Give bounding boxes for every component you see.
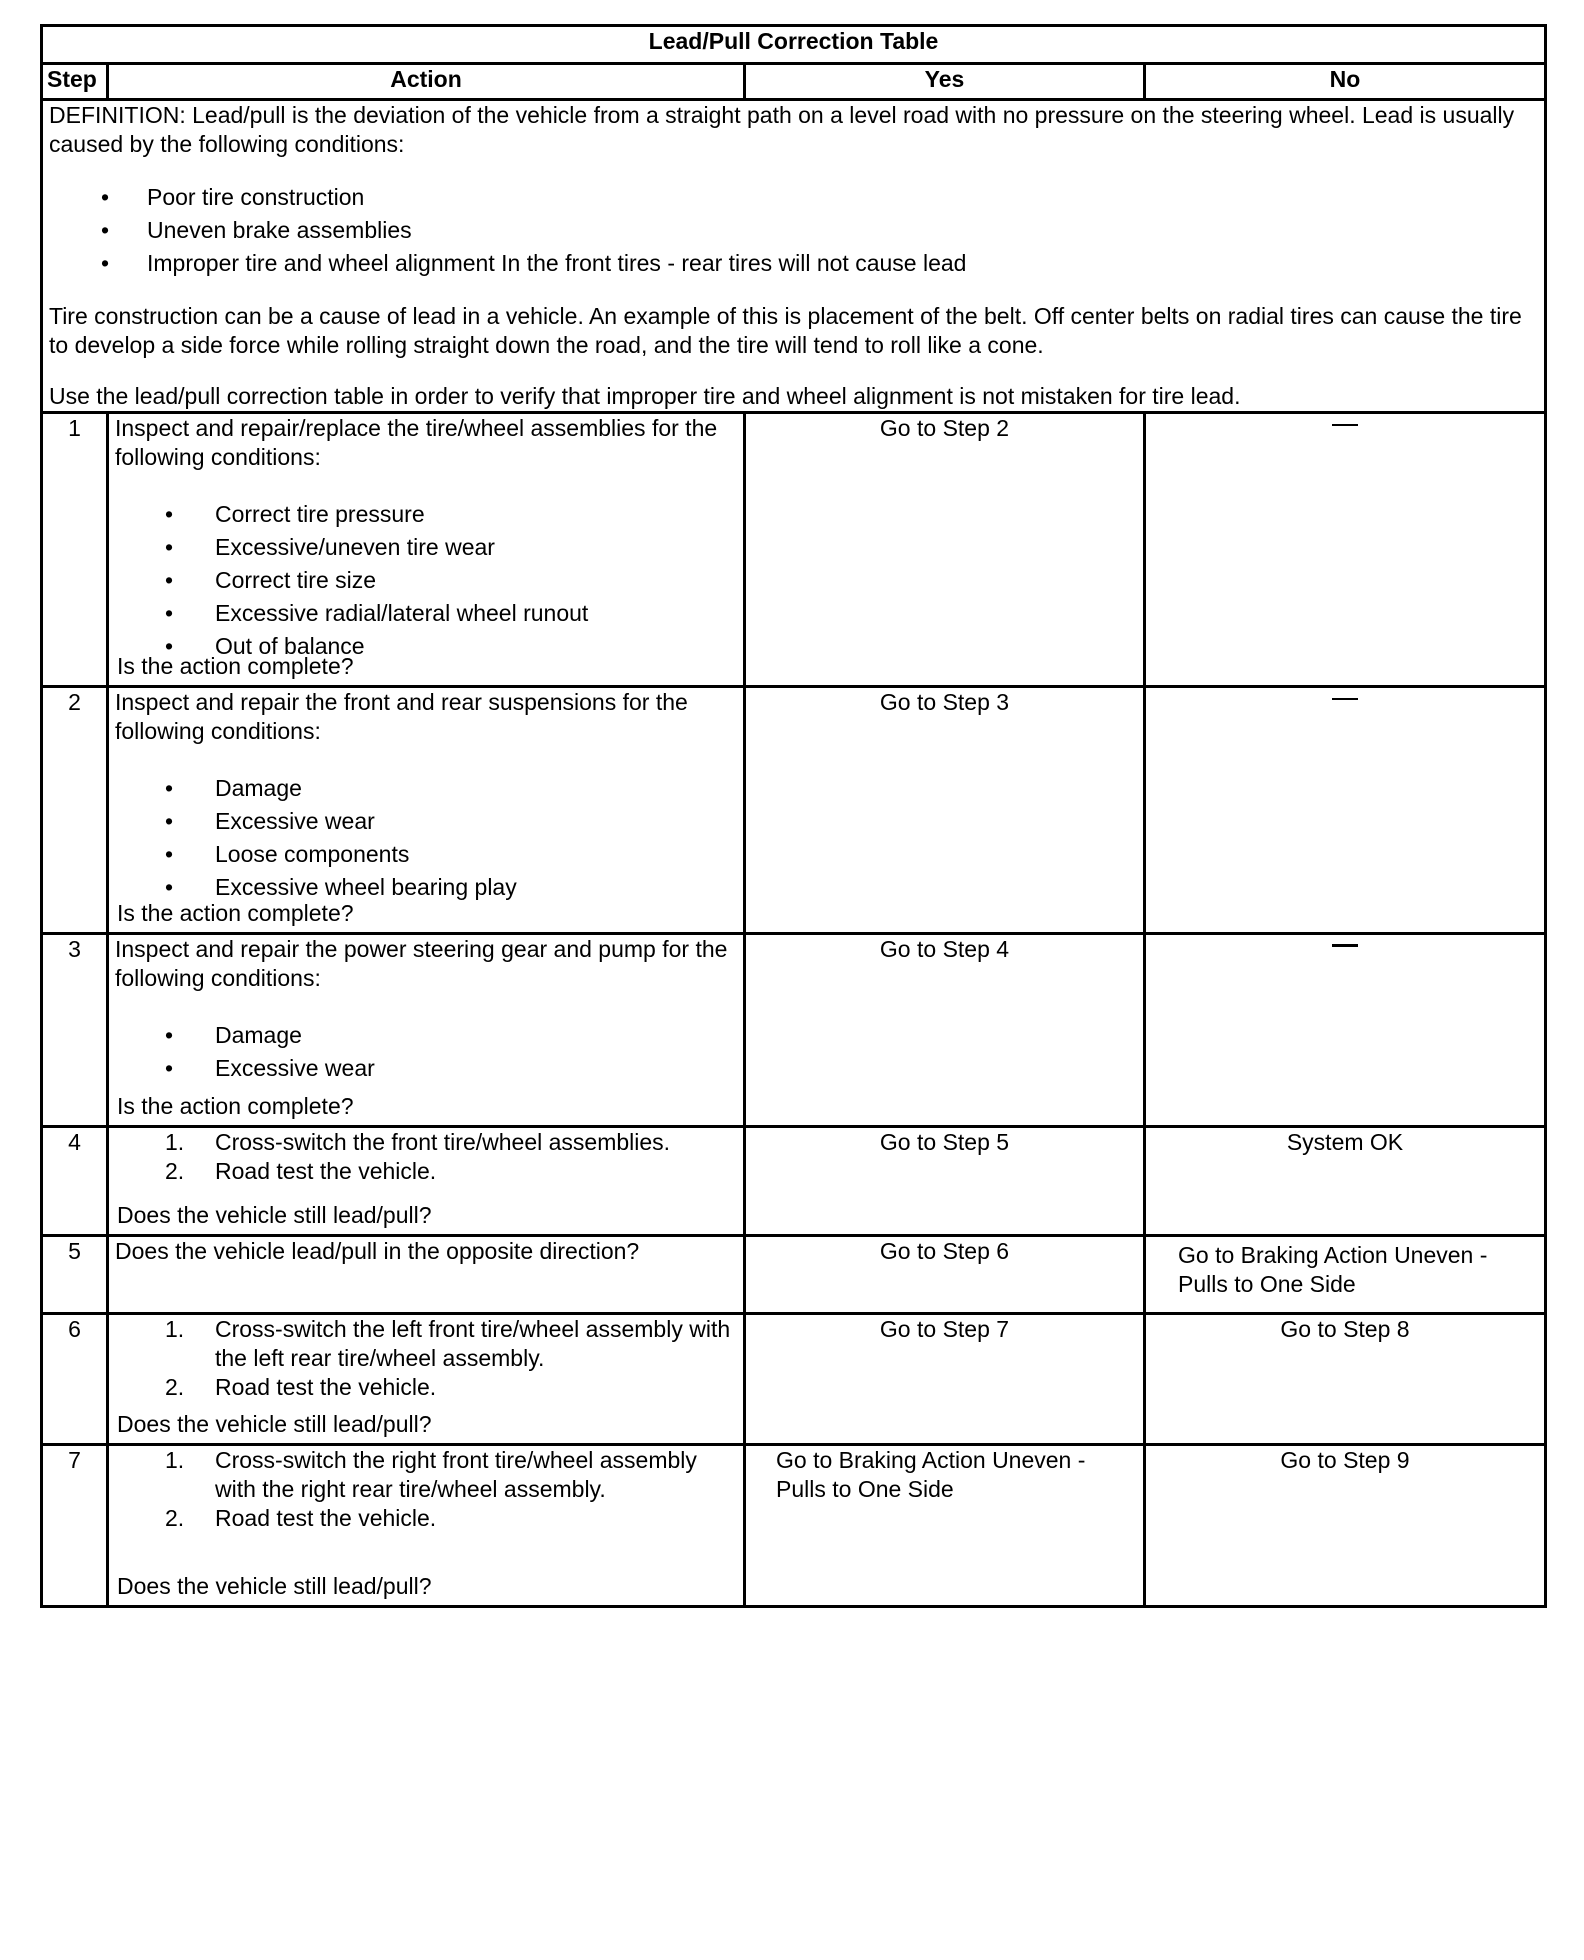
list-item: • Excessive radial/lateral wheel runout bbox=[115, 597, 737, 630]
list-item: 1. Cross-switch the left front tire/wheel assembly with the left rear tire/wheel assembly. bbox=[165, 1316, 731, 1371]
list-item: 2. Road test the vehicle. bbox=[165, 1158, 437, 1184]
list-item: • Improper tire and wheel alignment In the front tires - rear tires will not cause lead bbox=[49, 247, 1538, 280]
action-cell bbox=[108, 1127, 745, 1236]
action-cell bbox=[108, 934, 745, 1127]
yes-result: Go to Step 5 bbox=[745, 1127, 1145, 1236]
list-item: • Damage bbox=[115, 1019, 737, 1052]
definition-bullets bbox=[49, 181, 1538, 280]
list-item: • Correct tire size bbox=[115, 564, 737, 597]
action-intro: Inspect and repair the power steering gear and pump for the following conditions: bbox=[115, 936, 728, 991]
table-title: Lead/Pull Correction Table bbox=[42, 26, 1546, 64]
action-question: Is the action complete? bbox=[117, 653, 354, 679]
step-number: 4 bbox=[42, 1127, 108, 1236]
list-item: • Correct tire pressure bbox=[115, 498, 737, 531]
yes-result: Go to Braking Action Uneven - Pulls to One Side bbox=[745, 1445, 1145, 1607]
em-dash bbox=[1332, 698, 1358, 700]
yes-result: Go to Step 6 bbox=[745, 1236, 1145, 1314]
action-intro: Does the vehicle lead/pull in the opposite direction? bbox=[115, 1238, 640, 1264]
numbered-text: Cross-switch the right front tire/wheel assembly with the right rear tire/wheel assembly. bbox=[215, 1447, 697, 1502]
step-number: 3 bbox=[42, 934, 108, 1127]
numbered-text: Cross-switch the front tire/wheel assemblies. bbox=[215, 1129, 671, 1155]
action-question: Is the action complete? bbox=[117, 1093, 354, 1119]
list-item: • Poor tire construction bbox=[49, 181, 1538, 214]
list-item: 1. Cross-switch the front tire/wheel assemblies. bbox=[165, 1129, 671, 1155]
no-result bbox=[1145, 934, 1546, 1127]
action-question: Does the vehicle still lead/pull? bbox=[117, 1411, 432, 1437]
numbered-text: Cross-switch the left front tire/wheel assembly with the left rear tire/wheel assembly. bbox=[215, 1316, 731, 1371]
step-number: 1 bbox=[42, 413, 108, 687]
step-number: 7 bbox=[42, 1445, 108, 1607]
yes-result: Go to Step 4 bbox=[745, 934, 1145, 1127]
no-result: Go to Step 9 bbox=[1145, 1445, 1546, 1607]
action-intro: Inspect and repair/replace the tire/wheel assemblies for the following conditions: bbox=[115, 415, 718, 470]
step-number: 6 bbox=[42, 1314, 108, 1445]
action-cell bbox=[108, 687, 745, 934]
numbered-text: Road test the vehicle. bbox=[215, 1505, 437, 1531]
action-intro: Inspect and repair the front and rear suspensions for the following conditions: bbox=[115, 689, 688, 744]
table-row bbox=[42, 1127, 1546, 1236]
step-number: 5 bbox=[42, 1236, 108, 1314]
list-item: • Loose components bbox=[115, 838, 737, 871]
no-result bbox=[1145, 413, 1546, 687]
table-row bbox=[42, 1445, 1546, 1607]
header-action: Action bbox=[108, 64, 745, 100]
em-dash bbox=[1332, 944, 1358, 947]
list-item: 1. Cross-switch the right front tire/wheel assembly with the right rear tire/wheel assembly. bbox=[165, 1447, 697, 1502]
table-row bbox=[42, 413, 1546, 687]
header-no: No bbox=[1145, 64, 1546, 100]
lead-pull-correction-table bbox=[40, 24, 1547, 1608]
definition-intro: DEFINITION: Lead/pull is the deviation of the vehicle from a straight path on a level road with no pressure on the steering wheel. Lead is usually caused by the following conditions: bbox=[49, 102, 1515, 157]
list-item: 2. Road test the vehicle. bbox=[165, 1505, 437, 1531]
table-row bbox=[42, 1314, 1546, 1445]
action-cell bbox=[108, 1445, 745, 1607]
no-result bbox=[1145, 687, 1546, 934]
definition-paragraph: Use the lead/pull correction table in order to verify that improper tire and wheel alignment is not mistaken for tire lead. bbox=[49, 383, 1241, 409]
action-cell bbox=[108, 1236, 745, 1314]
no-result: System OK bbox=[1145, 1127, 1546, 1236]
action-question: Does the vehicle still lead/pull? bbox=[117, 1573, 432, 1599]
numbered-text: Road test the vehicle. bbox=[215, 1158, 437, 1184]
action-question: Is the action complete? bbox=[117, 900, 354, 926]
list-item: • Excessive wheel bearing play bbox=[115, 871, 737, 904]
list-item: • Excessive wear bbox=[115, 805, 737, 838]
numbered-text: Road test the vehicle. bbox=[215, 1374, 437, 1400]
definition-paragraph: Tire construction can be a cause of lead in a vehicle. An example of this is placement of the belt. Off center belts on radial tires can cause the tire to develop a side force while rolling straight down the road, and the tire will tend to roll like a cone. bbox=[49, 303, 1522, 358]
step-number: 2 bbox=[42, 687, 108, 934]
table-row bbox=[42, 1236, 1546, 1314]
no-result: Go to Braking Action Uneven - Pulls to One Side bbox=[1145, 1236, 1546, 1314]
no-result: Go to Step 8 bbox=[1145, 1314, 1546, 1445]
list-item: 2. Road test the vehicle. bbox=[165, 1374, 437, 1400]
list-item: • Excessive/uneven tire wear bbox=[115, 531, 737, 564]
list-item: • Excessive wear bbox=[115, 1052, 737, 1085]
header-step: Step bbox=[42, 64, 108, 100]
table-row bbox=[42, 934, 1546, 1127]
em-dash bbox=[1332, 424, 1358, 426]
action-cell bbox=[108, 413, 745, 687]
list-item: • Out of balance bbox=[115, 630, 737, 663]
yes-result: Go to Step 2 bbox=[745, 413, 1145, 687]
table-row bbox=[42, 687, 1546, 934]
yes-result: Go to Step 3 bbox=[745, 687, 1145, 934]
action-cell bbox=[108, 1314, 745, 1445]
list-item: • Uneven brake assemblies bbox=[49, 214, 1538, 247]
definition-cell bbox=[42, 100, 1546, 413]
list-item: • Damage bbox=[115, 772, 737, 805]
header-yes: Yes bbox=[745, 64, 1145, 100]
action-question: Does the vehicle still lead/pull? bbox=[117, 1202, 432, 1228]
yes-result: Go to Step 7 bbox=[745, 1314, 1145, 1445]
